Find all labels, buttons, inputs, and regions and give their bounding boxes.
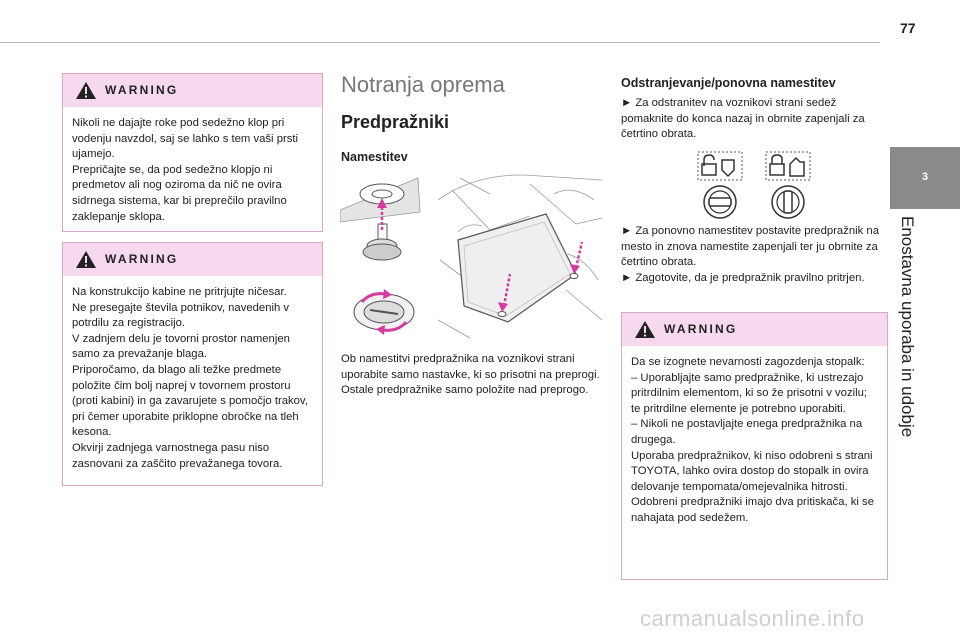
warning-text-2: Na konstrukcijo kabine ne pritrjujte ničesar. Ne presegajte števila potnikov, navedenih v potrdilu za registracijo. V zadnjem delu je tovorni prostor namenjen samo za prevažanje blaga. Priporočamo, da blago ali težke predmete položite čim bolj naprej v tovornem prostoru (proti kabini) in ga zavarujete s pomočjo trakov, pri čemer uporabite priklopne obročke na tleh kesona. Okvirji zadnjega varnostnega pasu niso zasnovani za zaščito prevažanega tovora. <box>72 286 308 470</box>
reinstall-text: ► Za ponovno namestitev postavite predpražnik na mesto in znova namestite zapenjali ter ju obrnite za četrtino obrata. ► Zagotovite, da je predpražnik pravilno pritrjen. <box>621 225 879 284</box>
chapter-title-text: Enostavna uporaba in udobje <box>898 216 917 438</box>
mat-hook-image <box>340 178 420 260</box>
warning-icon <box>75 250 97 269</box>
warning-box-1 <box>62 73 323 232</box>
page-number: 77 <box>900 20 916 36</box>
warning-header <box>622 313 887 346</box>
warning-box-2 <box>62 242 323 486</box>
mat-fastener-image <box>354 289 414 335</box>
unlock-icon <box>698 152 742 180</box>
watermark: carmanualsonline.info <box>640 606 865 631</box>
top-rule <box>0 42 880 43</box>
heading-install: Namestitev <box>341 150 408 164</box>
fastener-lock-illustration <box>690 150 820 220</box>
warning-text-3: Da se izognete nevarnosti zagozdenja stopalk: – Uporabljajte samo predpražnike, ki ustrezajo pritrdilnim elementom, ki so že prisotni v vozilu; te pritrdilne elemente je potrebno uporabiti. – Nikoli ne postavljajte enega predpražnika na drugega. Uporaba predpražnikov, ki niso odobreni s strani TOYOTA, lahko ovira dostop do stopalk in ovira delovanje tempomata/omejevalnika hitrosti. Odobreni predpražniki imajo dva pritiskača, ki se nahajata pod sedežem. <box>631 356 874 524</box>
warning-header <box>63 74 322 107</box>
warning-header <box>63 243 322 276</box>
warning-label: WARNING <box>105 252 179 266</box>
warning-box-3 <box>621 312 888 580</box>
warning-label: WARNING <box>664 322 738 336</box>
chapter-tab[interactable] <box>890 147 960 209</box>
lock-icon <box>766 152 810 180</box>
floor-mat-illustration <box>340 170 602 340</box>
warning-label: WARNING <box>105 83 179 97</box>
fastener-vertical-icon <box>772 186 804 218</box>
warning-text-1: Nikoli ne dajajte roke pod sedežno klop pri vodenju navzdol, saj se lahko s tem vaši prsti ujamejo. Prepričajte se, da pod sedežno klopjo ni predmetov ali nog oziroma da nič ne ovira sidrnega sistema, kar bi preprečilo pravilno zaklepanje sklopa. <box>72 117 299 223</box>
chapter-number: 3 <box>921 171 929 183</box>
warning-icon <box>75 81 97 100</box>
section-title: Notranja oprema <box>341 72 505 97</box>
subsection-title: Predpražniki <box>341 112 450 132</box>
install-text: Ob namestitvi predpražnika na voznikovi strani uporabite samo nastavke, ki so prisotni na preprogi. Ostale predpražnike samo položite nad preprogo. <box>341 353 600 397</box>
chapter-title <box>887 216 927 516</box>
heading-remove: Odstranjevanje/ponovna namestitev <box>621 76 836 90</box>
fastener-horizontal-icon <box>704 186 736 218</box>
remove-text: ► Za odstranitev na voznikovi strani sedež pomaknite do konca nazaj in obrnite zapenjali za četrtino obrata. <box>621 97 865 141</box>
warning-icon <box>634 320 656 339</box>
